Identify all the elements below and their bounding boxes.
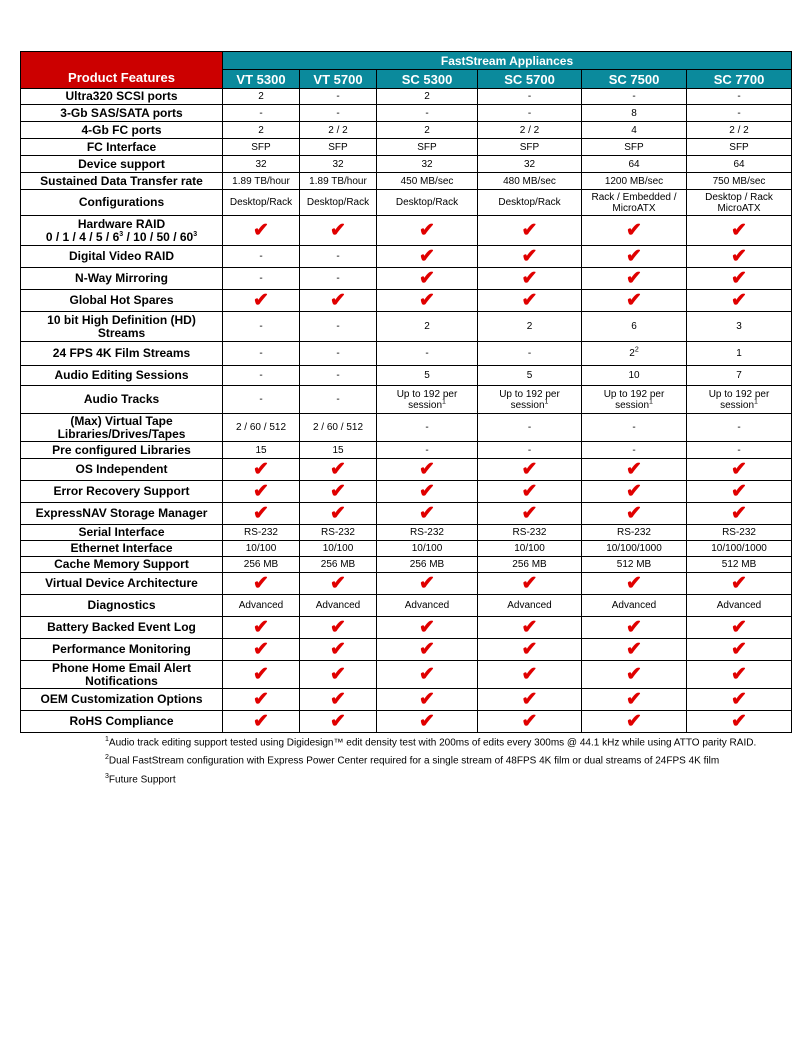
product-features-header: Product Features (21, 52, 223, 89)
cell-value: Desktop/Rack (377, 190, 478, 216)
feature-label: ExpressNAV Storage Manager (21, 503, 223, 525)
feature-label: 10 bit High Definition (HD) Streams (21, 312, 223, 342)
check-icon: ✔ (687, 459, 792, 481)
check-icon: ✔ (223, 290, 300, 312)
feature-label: Battery Backed Event Log (21, 617, 223, 639)
cell-value: - (377, 442, 478, 459)
feature-label: Error Recovery Support (21, 481, 223, 503)
cell-value: 32 (478, 156, 582, 173)
check-icon: ✔ (478, 661, 582, 689)
check-icon: ✔ (377, 661, 478, 689)
cell-value: 64 (582, 156, 687, 173)
cell-value: - (300, 89, 377, 105)
table-row (21, 386, 792, 414)
check-icon: ✔ (223, 503, 300, 525)
cell-value: - (582, 89, 687, 105)
feature-label: Sustained Data Transfer rate (21, 173, 223, 190)
cell-value: 3 (687, 312, 792, 342)
cell-value: 5 (478, 366, 582, 386)
feature-label: Pre configured Libraries (21, 442, 223, 459)
feature-label: Ethernet Interface (21, 541, 223, 557)
table-row (21, 557, 792, 573)
cell-value: 2 / 2 (300, 122, 377, 139)
model-header: SC 5700 (478, 70, 582, 89)
check-icon: ✔ (582, 639, 687, 661)
table-row (21, 139, 792, 156)
check-icon: ✔ (478, 459, 582, 481)
cell-value: SFP (478, 139, 582, 156)
feature-label: N-Way Mirroring (21, 268, 223, 290)
check-icon: ✔ (223, 216, 300, 246)
cell-value: - (300, 105, 377, 122)
check-icon: ✔ (687, 617, 792, 639)
cell-value: 7 (687, 366, 792, 386)
feature-label: Ultra320 SCSI ports (21, 89, 223, 105)
cell-value: 2 (223, 89, 300, 105)
feature-label: (Max) Virtual Tape Libraries/Drives/Tapes (21, 414, 223, 442)
product-features-table (20, 51, 792, 733)
cell-value: 1.89 TB/hour (300, 173, 377, 190)
table-row (21, 268, 792, 290)
cell-value: Desktop/Rack (300, 190, 377, 216)
check-icon: ✔ (687, 689, 792, 711)
cell-value: - (687, 442, 792, 459)
feature-label: Phone Home Email Alert Notifications (21, 661, 223, 689)
cell-value: Up to 192 per session$^1$ (582, 386, 687, 414)
table-row (21, 290, 792, 312)
cell-value: 10/100 (478, 541, 582, 557)
feature-label: Audio Tracks (21, 386, 223, 414)
feature-label: OS Independent (21, 459, 223, 481)
check-icon: ✔ (478, 573, 582, 595)
feature-label: Cache Memory Support (21, 557, 223, 573)
cell-value: 256 MB (223, 557, 300, 573)
check-icon: ✔ (478, 246, 582, 268)
cell-value: 2 (377, 89, 478, 105)
cell-value: Advanced (582, 595, 687, 617)
check-icon: ✔ (687, 290, 792, 312)
table-row (21, 105, 792, 122)
cell-value: - (223, 312, 300, 342)
cell-value: - (300, 268, 377, 290)
cell-value: - (300, 366, 377, 386)
model-header: SC 7500 (582, 70, 687, 89)
check-icon: ✔ (687, 268, 792, 290)
check-icon: ✔ (478, 689, 582, 711)
table-row (21, 216, 792, 246)
cell-value: 2 / 2 (687, 122, 792, 139)
cell-value: 2 (377, 312, 478, 342)
cell-value: 32 (377, 156, 478, 173)
cell-value: 2 / 60 / 512 (300, 414, 377, 442)
cell-value: SFP (300, 139, 377, 156)
table-row (21, 541, 792, 557)
check-icon: ✔ (300, 661, 377, 689)
check-icon: ✔ (223, 661, 300, 689)
cell-value: RS-232 (377, 525, 478, 541)
cell-value: 512 MB (582, 557, 687, 573)
check-icon: ✔ (300, 216, 377, 246)
cell-value: Advanced (300, 595, 377, 617)
cell-value: $2^2$ (582, 342, 687, 366)
check-icon: ✔ (300, 689, 377, 711)
cell-value: 10/100/1000 (582, 541, 687, 557)
model-header: SC 5300 (377, 70, 478, 89)
cell-value: 2 (223, 122, 300, 139)
cell-value: SFP (582, 139, 687, 156)
table-row (21, 414, 792, 442)
check-icon: ✔ (687, 503, 792, 525)
table-row (21, 89, 792, 105)
cell-value: - (300, 246, 377, 268)
cell-value: Desktop / Rack MicroATX (687, 190, 792, 216)
check-icon: ✔ (300, 639, 377, 661)
cell-value: RS-232 (223, 525, 300, 541)
cell-value: RS-232 (687, 525, 792, 541)
cell-value: - (687, 414, 792, 442)
check-icon: ✔ (582, 216, 687, 246)
check-icon: ✔ (687, 246, 792, 268)
check-icon: ✔ (478, 503, 582, 525)
cell-value: Advanced (377, 595, 478, 617)
cell-value: 15 (223, 442, 300, 459)
table-row (21, 503, 792, 525)
table-row (21, 525, 792, 541)
check-icon: ✔ (687, 573, 792, 595)
check-icon: ✔ (377, 246, 478, 268)
model-header: SC 7700 (687, 70, 792, 89)
check-icon: ✔ (223, 481, 300, 503)
check-icon: ✔ (687, 661, 792, 689)
check-icon: ✔ (300, 459, 377, 481)
check-icon: ✔ (300, 503, 377, 525)
cell-value: 4 (582, 122, 687, 139)
cell-value: - (377, 414, 478, 442)
table-row (21, 190, 792, 216)
cell-value: SFP (223, 139, 300, 156)
feature-label: Audio Editing Sessions (21, 366, 223, 386)
cell-value: - (300, 386, 377, 414)
cell-value: - (377, 105, 478, 122)
check-icon: ✔ (377, 459, 478, 481)
cell-value: - (300, 312, 377, 342)
check-icon: ✔ (377, 290, 478, 312)
feature-label: Configurations (21, 190, 223, 216)
model-header: VT 5300 (223, 70, 300, 89)
check-icon: ✔ (223, 689, 300, 711)
cell-value: 32 (300, 156, 377, 173)
cell-value: 6 (582, 312, 687, 342)
cell-value: 2 / 60 / 512 (223, 414, 300, 442)
cell-value: 2 (377, 122, 478, 139)
check-icon: ✔ (582, 661, 687, 689)
cell-value: 480 MB/sec (478, 173, 582, 190)
cell-value: - (582, 442, 687, 459)
table-row (21, 173, 792, 190)
footnotes (105, 733, 756, 788)
check-icon: ✔ (223, 711, 300, 733)
footnote: $^3$Future Support (105, 772, 176, 785)
cell-value: 1 (687, 342, 792, 366)
table-row (21, 366, 792, 386)
check-icon: ✔ (478, 481, 582, 503)
feature-label: FC Interface (21, 139, 223, 156)
cell-value: Rack / Embedded / MicroATX (582, 190, 687, 216)
check-icon: ✔ (478, 639, 582, 661)
cell-value: 8 (582, 105, 687, 122)
cell-value: 256 MB (377, 557, 478, 573)
check-icon: ✔ (377, 573, 478, 595)
table-row (21, 573, 792, 595)
cell-value: 15 (300, 442, 377, 459)
cell-value: 10/100 (300, 541, 377, 557)
cell-value: - (478, 414, 582, 442)
cell-value: 10 (582, 366, 687, 386)
check-icon: ✔ (377, 481, 478, 503)
table-row (21, 689, 792, 711)
cell-value: 10/100 (223, 541, 300, 557)
cell-value: - (478, 105, 582, 122)
check-icon: ✔ (478, 216, 582, 246)
check-icon: ✔ (223, 617, 300, 639)
check-icon: ✔ (582, 711, 687, 733)
cell-value: - (223, 366, 300, 386)
cell-value: Advanced (478, 595, 582, 617)
feature-label: Serial Interface (21, 525, 223, 541)
check-icon: ✔ (582, 573, 687, 595)
cell-value: 750 MB/sec (687, 173, 792, 190)
check-icon: ✔ (377, 689, 478, 711)
table-row (21, 459, 792, 481)
cell-value: SFP (687, 139, 792, 156)
feature-label: Global Hot Spares (21, 290, 223, 312)
cell-value: 512 MB (687, 557, 792, 573)
check-icon: ✔ (377, 711, 478, 733)
cell-value: Advanced (687, 595, 792, 617)
feature-label: Digital Video RAID (21, 246, 223, 268)
cell-value: 5 (377, 366, 478, 386)
check-icon: ✔ (582, 503, 687, 525)
cell-value: 64 (687, 156, 792, 173)
cell-value: Advanced (223, 595, 300, 617)
cell-value: 1200 MB/sec (582, 173, 687, 190)
check-icon: ✔ (377, 617, 478, 639)
check-icon: ✔ (687, 711, 792, 733)
table-row (21, 711, 792, 733)
table-row (21, 122, 792, 139)
cell-value: - (478, 442, 582, 459)
cell-value: - (223, 246, 300, 268)
cell-value: Up to 192 per session$^1$ (687, 386, 792, 414)
table-row (21, 246, 792, 268)
cell-value: - (478, 342, 582, 366)
check-icon: ✔ (377, 268, 478, 290)
check-icon: ✔ (300, 617, 377, 639)
check-icon: ✔ (377, 639, 478, 661)
cell-value: 1.89 TB/hour (223, 173, 300, 190)
check-icon: ✔ (582, 290, 687, 312)
check-icon: ✔ (582, 246, 687, 268)
check-icon: ✔ (300, 711, 377, 733)
cell-value: 256 MB (300, 557, 377, 573)
cell-value: Up to 192 per session$^1$ (478, 386, 582, 414)
cell-value: 10/100/1000 (687, 541, 792, 557)
table-row (21, 617, 792, 639)
check-icon: ✔ (478, 617, 582, 639)
check-icon: ✔ (478, 290, 582, 312)
footnote: $^2$Dual FastStream configuration with Express Power Center required for a single stream of 48FPS 4K film or dual streams of 24FPS 4K film (105, 754, 720, 767)
cell-value: 450 MB/sec (377, 173, 478, 190)
footnote: $^1$Audio track editing support tested using Digidesign™ edit density test with 200ms of edits every 300ms @ 44.1 kHz while using ATTO parity RAID. (105, 736, 757, 749)
check-icon: ✔ (223, 573, 300, 595)
table-row (21, 595, 792, 617)
faststream-appliances-header: FastStream Appliances (223, 52, 792, 70)
cell-value: - (223, 105, 300, 122)
cell-value: 2 / 2 (478, 122, 582, 139)
check-icon: ✔ (223, 459, 300, 481)
feature-label: OEM Customization Options (21, 689, 223, 711)
cell-value: - (223, 268, 300, 290)
cell-value: - (478, 89, 582, 105)
table-row (21, 481, 792, 503)
cell-value: - (687, 105, 792, 122)
cell-value: RS-232 (582, 525, 687, 541)
table-row (21, 639, 792, 661)
check-icon: ✔ (377, 216, 478, 246)
table-row (21, 312, 792, 342)
check-icon: ✔ (582, 617, 687, 639)
check-icon: ✔ (582, 459, 687, 481)
check-icon: ✔ (478, 268, 582, 290)
cell-value: 32 (223, 156, 300, 173)
cell-value: Desktop/Rack (478, 190, 582, 216)
cell-value: - (223, 342, 300, 366)
cell-value: - (300, 342, 377, 366)
cell-value: 2 (478, 312, 582, 342)
check-icon: ✔ (300, 481, 377, 503)
check-icon: ✔ (300, 290, 377, 312)
cell-value: 256 MB (478, 557, 582, 573)
cell-value: Up to 192 per session$^1$ (377, 386, 478, 414)
feature-label: 4-Gb FC ports (21, 122, 223, 139)
cell-value: - (687, 89, 792, 105)
cell-value: RS-232 (300, 525, 377, 541)
table-row (21, 661, 792, 689)
table-row (21, 156, 792, 173)
check-icon: ✔ (687, 216, 792, 246)
check-icon: ✔ (300, 573, 377, 595)
cell-value: SFP (377, 139, 478, 156)
cell-value: - (223, 386, 300, 414)
feature-label: RoHS Compliance (21, 711, 223, 733)
check-icon: ✔ (223, 639, 300, 661)
cell-value: - (377, 342, 478, 366)
feature-label: Hardware RAID $0 / 1 / 4 / 5 / 6^3 / 10 / 50 / 60^3$ (21, 216, 223, 246)
check-icon: ✔ (687, 639, 792, 661)
cell-value: RS-232 (478, 525, 582, 541)
cell-value: Desktop/Rack (223, 190, 300, 216)
feature-label: Diagnostics (21, 595, 223, 617)
cell-value: - (582, 414, 687, 442)
check-icon: ✔ (377, 503, 478, 525)
feature-label: Device support (21, 156, 223, 173)
model-header: VT 5700 (300, 70, 377, 89)
feature-label: Performance Monitoring (21, 639, 223, 661)
check-icon: ✔ (582, 268, 687, 290)
check-icon: ✔ (582, 689, 687, 711)
table-row (21, 442, 792, 459)
feature-label: 3-Gb SAS/SATA ports (21, 105, 223, 122)
cell-value: 10/100 (377, 541, 478, 557)
feature-label: Virtual Device Architecture (21, 573, 223, 595)
check-icon: ✔ (582, 481, 687, 503)
feature-label: 24 FPS 4K Film Streams (21, 342, 223, 366)
check-icon: ✔ (478, 711, 582, 733)
table-row (21, 342, 792, 366)
check-icon: ✔ (687, 481, 792, 503)
